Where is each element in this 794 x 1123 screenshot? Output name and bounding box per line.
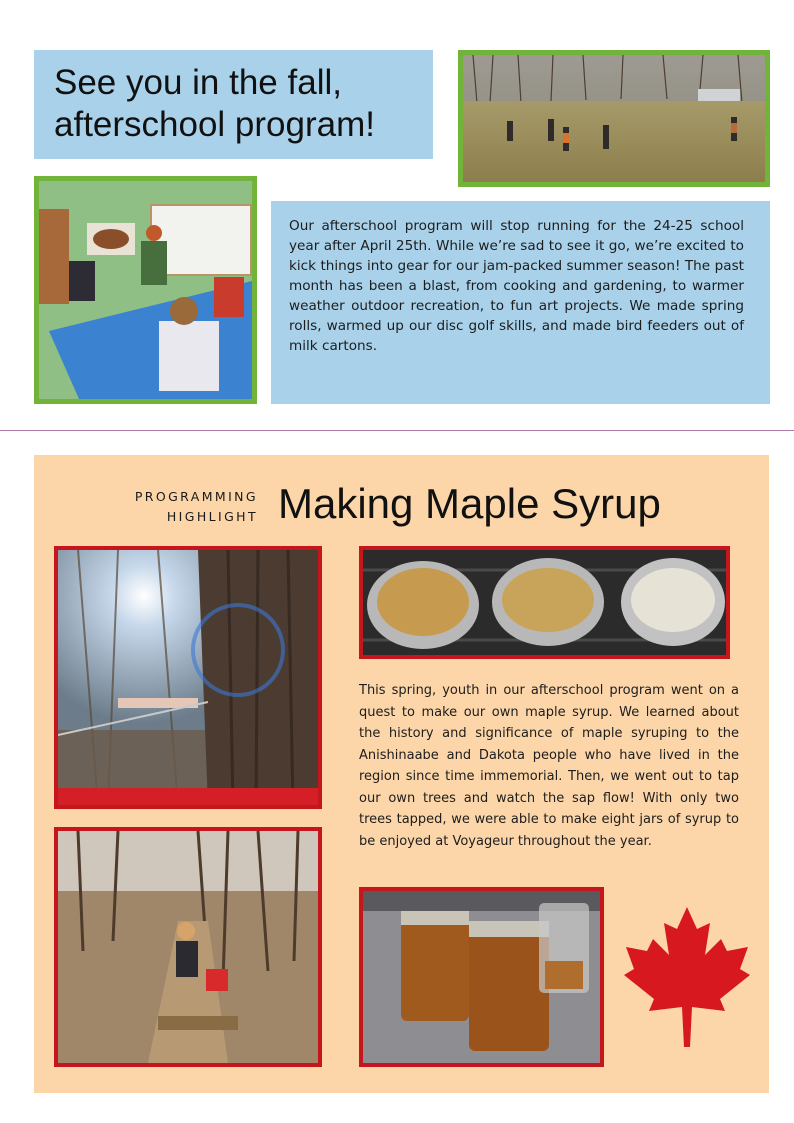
- photo-classroom: [34, 176, 257, 404]
- maple-syrup-paragraph: This spring, youth in our afterschool program went on a quest to make our own maple syrup. We learned about the history and significance of maple syruping to the Anishinaabe and Dakota people who have lived in the region since time immemorial. Then, we went out to tap our own trees and watch the sap flow! With only two trees tapped, we were able to make eight jars of syrup to be enjoyed at Voyageur throughout the year.: [359, 683, 739, 849]
- photo-trail-child: [54, 827, 322, 1067]
- page-title: [54, 62, 413, 146]
- title-line-1: See you in the fall,: [54, 63, 342, 102]
- title-banner: [34, 50, 433, 159]
- photo-sap-pots: [359, 546, 730, 659]
- afterschool-text-box: [271, 201, 770, 404]
- title-line-2: afterschool program!: [54, 105, 375, 144]
- maple-leaf-icon: [624, 907, 750, 1047]
- kicker-line-2: HIGHLIGHT: [166, 509, 258, 524]
- photo-field-game: [458, 50, 770, 187]
- section-divider: [0, 430, 794, 431]
- section-kicker: [100, 487, 258, 527]
- photo-tapped-tree: [54, 546, 322, 809]
- photo-syrup-jars: [359, 887, 604, 1067]
- highlight-title: Making Maple Syrup: [278, 480, 661, 527]
- kicker-line-1: PROGRAMMING: [134, 489, 258, 504]
- afterschool-paragraph: Our afterschool program will stop running for the 24-25 school year after April 25th. While we’re sad to see it go, we’re excited to kick things into gear for our jam-packed summer season! The past month has been a blast, from cooking and gardening, to warmer weather outdoor recreation, to fun art projects. We made spring rolls, warmed up our disc golf skills, and made bird feeders out of milk cartons.: [289, 218, 744, 354]
